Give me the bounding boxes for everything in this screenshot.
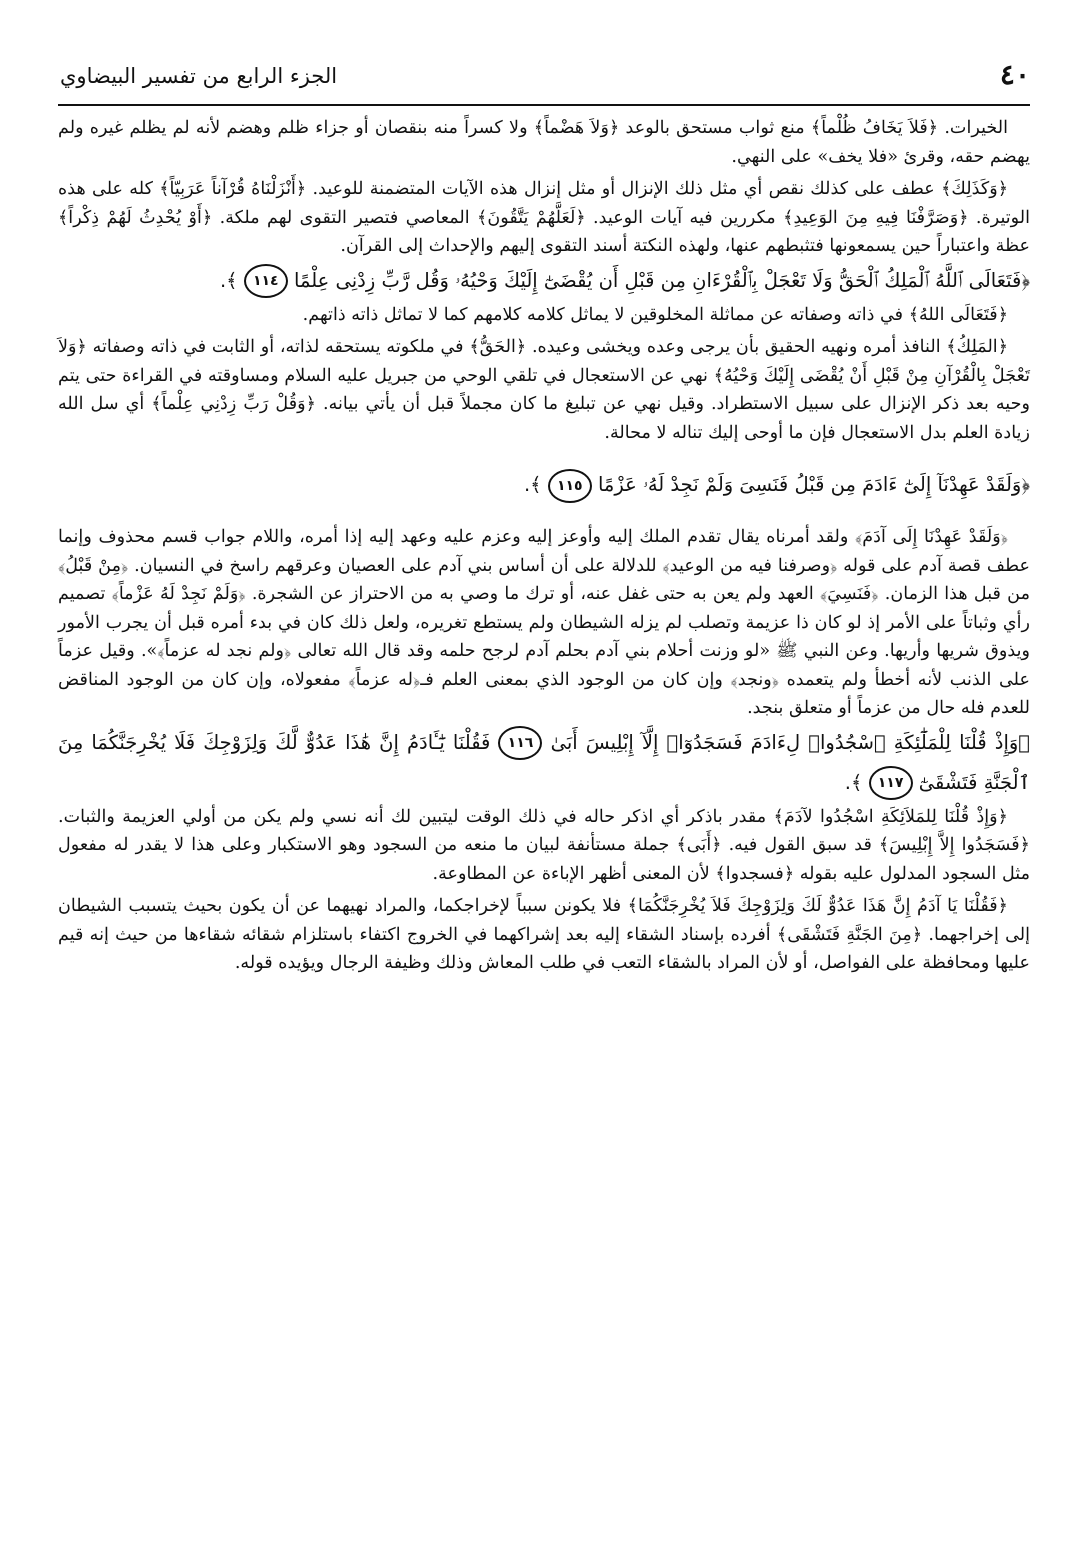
running-title: الجزء الرابع من تفسير البيضاوي (60, 64, 338, 88)
commentary-paragraph: ﴿المَلِكُ﴾ النافذ أمره ونهيه الحقيق بأن يرجى وعده ويخشى وعيده. ﴿الحَقُّ﴾ في ملكوته يستحقه لذاته، أو الثابت في ذاته وصفاته ﴿وَلاَ تَعْجَلْ بِالْقُرْآنِ مِنْ قَبْلِ أَنْ يُقْضَى إِلَيْكَ وَحْيُهُ﴾ نهي عن الاستعجال في تلقي الوحي من جبريل عليه السلام ومساوقته في القراءة حتى يتم وحيه بعد ذكر الإنزال على سبيل الاستطراد. وقيل نهي عن تبليغ ما كان مجملاً قبل أن يأتي بيانه. ﴿وَقُلْ رَبِّ زِدْنِي عِلْماً﴾ أي سل الله زيادة العلم بدل الاستعجال فإن ما أوحى إليك تناله لا محالة. (58, 337, 1030, 443)
commentary-paragraph: ﴿وَكَذَلِكَ﴾ عطف على كذلك نقص أي مثل ذلك الإنزال أو مثل إنزال هذه الآيات المتضمنة للوعيد. ﴿أَنْزَلْنَاهُ قُرْآناً عَرَبِيّاً﴾ كله على هذه الوتيرة. ﴿وَصَرَّفْنَا فِيهِ مِنَ الوَعِيدِ﴾ مكررين فيه آيات الوعيد. ﴿لَعَلَّهُمْ يَتَّقُونَ﴾ المعاصي فتصير التقوى لهم ملكة. ﴿أَوْ يُحْدِثُ لَهُمْ ذِكْراً﴾ عظة واعتباراً حين يسمعونها فتثبطهم عنها، ولهذه النكتة أسند التقوى إليهم والإحداث إلى القرآن. (58, 179, 1030, 256)
page-header (60, 58, 1030, 98)
commentary-paragraph: ﴿وَلَقَدْ عَهِدْنَا إِلَى آدَمَ﴾ ولقد أمرناه يقال تقدم الملك إليه وأوعز إليه وعزم عليه وعهد إليه إذا أمره، واللام جواب قسم محذوف وإنما عطف قصة آدم على قوله ﴿وصرفنا فيه من الوعيد﴾ للدلالة على أن أساس بني آدم على العصيان وعرقهم راسخ في النسيان. ﴿مِنْ قَبْلُ﴾ من قبل هذا الزمان. ﴿فَنَسِيَ﴾ العهد ولم يعن به حتى غفل عنه، أو ترك ما وصي به من الاحتراز عن الشجرة. ﴿وَلَمْ نَجِدْ لَهُ عَزْماً﴾ تصميم رأي وثباتاً على الأمر إذ لو كان ذا عزيمة وتصلب لم يزله الشيطان ولم يستطع تغريره، ولعل ذلك كان في بدء أمره قبل أن يجرب الأمور ويذوق شريها وأريها. وعن النبي ﷺ «لو وزنت أحلام بني آدم بحلم آدم لرجح حلمه وقد قال الله تعالى ﴿ولم نجد له عزماً﴾». وقيل عزماً على الذنب لأنه أخطأ ولم يتعمده ﴿ونجد﴾ وإن كان من الوجود الذي بمعنى العلم فـ﴿له عزماً﴾ مفعولاه، وإن كان من الوجود المناقض للعدم فله حال من عزماً أو متعلق بنجد. (58, 527, 1030, 718)
verse-number-badge: ١١٦ (498, 726, 542, 760)
quran-verse-116-117 (58, 723, 1030, 803)
verse-text: ﴿وَإِذْ قُلْنَا لِلْمَلَٰٓئِكَةِ ٱسْجُدُوا۟ لِءَادَمَ فَسَجَدُوٓا۟ إِلَّآ إِبْلِيسَ أَبَىٰ (550, 730, 1030, 754)
page-body (58, 114, 1030, 978)
verse-text: فَقُلْنَا يَٰٓـَٔادَمُ إِنَّ هَٰذَا عَدُوٌّ لَّكَ وَلِزَوْجِكَ فَلَا يُخْرِجَنَّكُمَا مِنَ ٱلْجَنَّةِ فَتَشْقَىٰٓ (58, 730, 1030, 794)
quran-verse-115 (58, 465, 1030, 505)
verse-text: ﴿فَتَعَالَى ٱللَّهُ ٱلْمَلِكُ ٱلْحَقُّ وَلَا تَعْجَلْ بِٱلْقُرْءَانِ مِن قَبْلِ أَن يُقْضَىٰٓ إِلَيْكَ وَحْيُهُۥ وَقُل رَّبِّ زِدْنِى عِلْمًا (294, 268, 1030, 292)
quran-verse-114 (58, 261, 1030, 301)
verse-end-bracket: ﴾. (523, 473, 542, 496)
commentary-paragraph: ﴿وَإِذْ قُلْنَا لِلمَلاَئِكَةِ اسْجُدُوا لآدَمَ﴾ مقدر باذكر أي اذكر حاله في ذلك الوقت ليتبين لك أنه نسي ولم يكن من أولي العزيمة والثبات. ﴿فَسَجَدُوا إِلاَّ إِبْلِيسَ﴾ قد سبق القول فيه. ﴿أَبَى﴾ جملة مستأنفة لبيان ما منعه من السجود وهو الاستكبار وعلى هذا لا يقدر له مفعول مثل السجود المدلول عليه بقوله ﴿فسجدوا﴾ لأن المعنى أظهر الإباءة عن المطاوعة. (58, 806, 1030, 884)
verse-end-bracket: ﴾. (219, 268, 238, 292)
commentary-paragraph: الخيرات. ﴿فَلاَ يَخَافُ ظُلْماً﴾ منع ثواب مستحق بالوعد ﴿وَلاَ هَضْماً﴾ ولا كسراً منه بنقصان أو جزاء ظلم وهضم لأنه لم يظلم غيره ولم يهضم حقه، وقرئ «فلا يخف» على النهي. (58, 118, 1030, 167)
verse-number-badge: ١١٤ (244, 264, 288, 298)
verse-number-badge: ١١٧ (869, 766, 913, 800)
verse-end-bracket: ﴾. (844, 770, 863, 794)
commentary-paragraph: ﴿فَتَعَالَى اللهُ﴾ في ذاته وصفاته عن مماثلة المخلوقين لا يماثل كلامه كلامهم كما لا تماثل ذاته ذاتهم. (302, 304, 1008, 325)
header-divider (58, 104, 1030, 106)
verse-number-badge: ١١٥ (548, 469, 592, 503)
commentary-paragraph: ﴿فَقُلْنَا يَا آدَمُ إِنَّ هَذَا عَدُوٌّ لَكَ وَلِزَوْجِكَ فَلاَ يُخْرِجَنَّكُمَا﴾ فلا يكونن سبباً لإخراجكما، والمراد نهيهما عن أن يكون بحيث يتسبب الشيطان إلى إخراجهما. ﴿مِنَ الجَنَّةِ فَتَشْقَى﴾ أفرده بإسناد الشقاء إليه بعد إشراكهما في الخروج اكتفاء باستلزام شقائه شقاءها من حيث إنه قيم عليها ومحافظة على الفواصل، أو لأن المراد بالشقاء التعب في طلب المعاش وذلك وظيفة الرجال ويؤيده قوله. (58, 896, 1030, 973)
page-number: ٤٠ (999, 58, 1030, 91)
verse-text: ﴿وَلَقَدْ عَهِدْنَآ إِلَىٰٓ ءَادَمَ مِن قَبْلُ فَنَسِىَ وَلَمْ نَجِدْ لَهُۥ عَزْمًا (597, 473, 1030, 496)
